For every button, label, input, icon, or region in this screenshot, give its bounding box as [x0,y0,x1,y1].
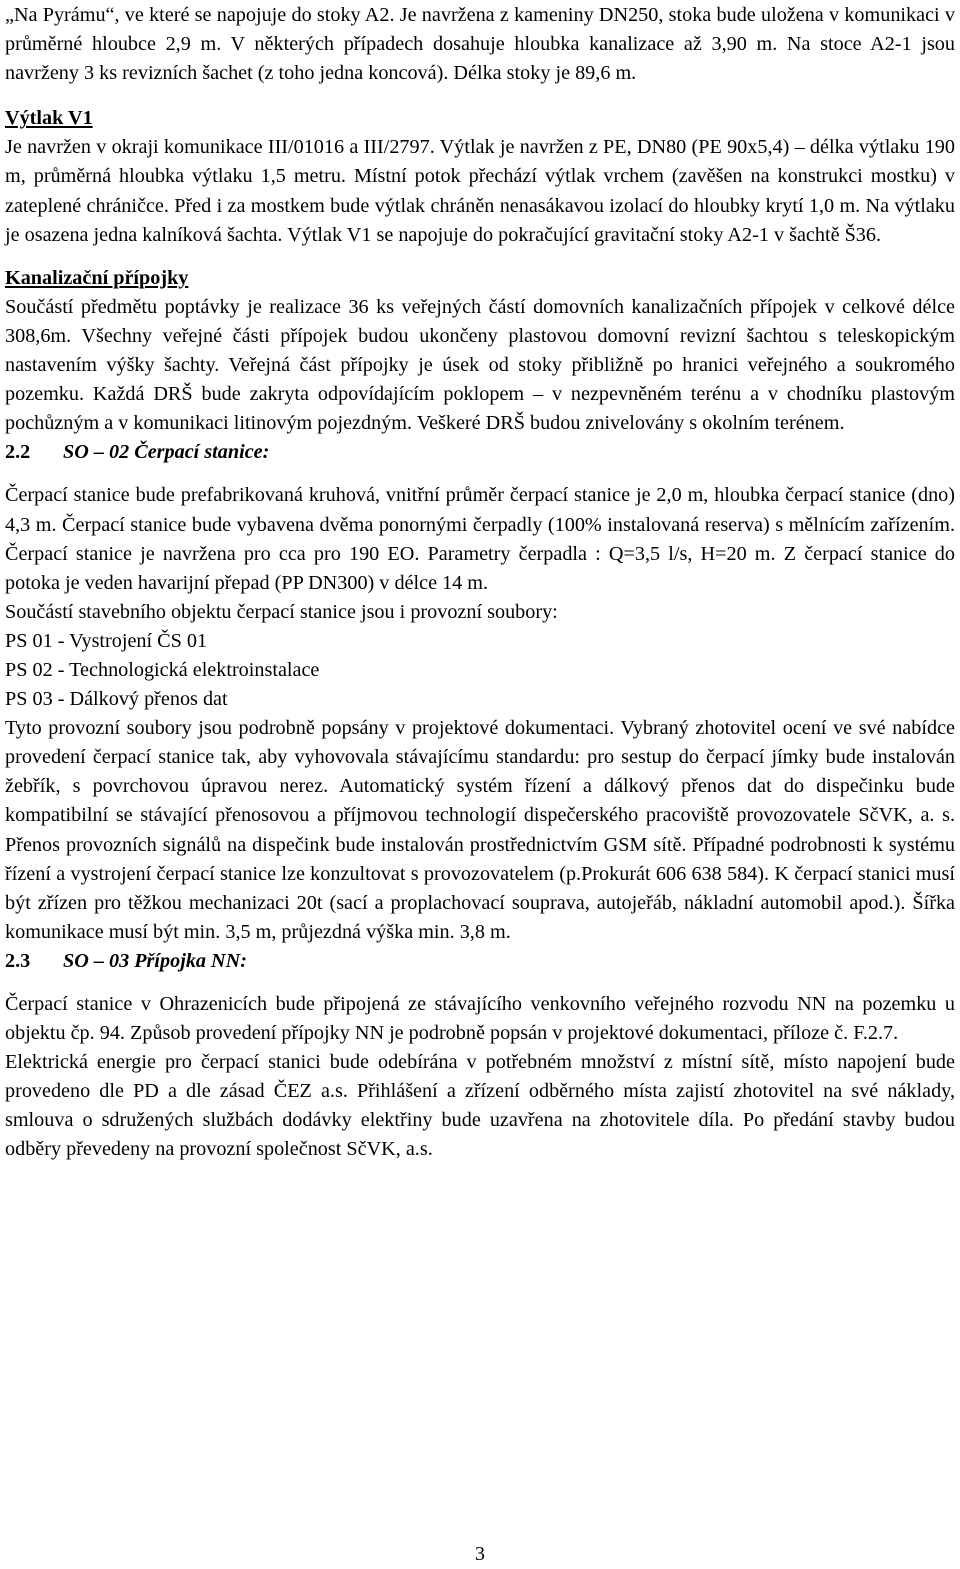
section-2-3-heading [5,947,955,976]
section-2-3-paragraph-2: Elektrická energie pro čerpací stanici bude odebírána v potřebném množství z místní sítě, místo napojení bude provedeno dle PD a dle zásad ČEZ a.s. Přihlášení a zřízení odběrného místa zajistí zhotovitel na své náklady, smlouva o sdružených službách dodávky elektřiny bude uzavřena na zhotovitele díla. Po předání stavby budou odběry převedeny na provozní společnost SčVK, a.s. [5,1051,955,1161]
document-page [5,0,955,1165]
list-item-ps03: PS 03 - Dálkový přenos dat [5,688,228,711]
vytlak-heading: Výtlak V1 [5,107,93,130]
section-2-2-title: SO – 02 Čerpací stanice: [63,441,270,464]
section-2-2-number: 2.2 [5,441,31,464]
list-item-ps01: PS 01 - Vystrojení ČS 01 [5,629,208,652]
section-2-2-paragraph-1: Čerpací stanice bude prefabrikovaná kruhová, vnitřní průměr čerpací stanice je 2,0 m, hloubka čerpací stanice (dno) 4,3 m. Čerpací stanice bude vybavena dvěma ponornými čerpadly (100% instalovaná reserva) s mělnícím zařízením. Čerpací stanice je navržena pro cca pro 190 EO. Parametry čerpadla : Q=3,5 l/s, H=20 m. Z čerpací stanice do potoka je veden havarijní přepad (PP DN300) v délce 14 m. [5,484,955,594]
page-number: 3 [475,1543,485,1565]
section-2-3-title: SO – 03 Přípojka NN: [63,949,247,972]
section-2-3-paragraph-1: Čerpací stanice v Ohrazenicích bude připojená ze stávajícího venkovního veřejného rozvodu NN na pozemku u objektu čp. 94. Způsob provedení přípojky NN je podrobně popsán v projektové dokumentaci, příloze č. F.2.7. [5,993,955,1045]
section-2-2-heading [5,438,955,467]
list-item-ps02: PS 02 - Technologická elektroinstalace [5,658,320,681]
section-2-3-number: 2.3 [5,949,31,972]
vytlak-paragraph: Je navržen v okraji komunikace III/01016 a III/2797. Výtlak je navržen z PE, DN80 (PE 90x5,4) – délka výtlaku 190 m, průměrná hloubka výtlaku 1,5 metru. Místní potok přechází výtlak vrchem (zavěšen na konstrukci mostku) v zateplené chráničce. Před i za mostkem bude výtlak chráněn nenasákavou izolací do hloubky krytí 1,0 m. Na výtlaku je osazena jedna kalníková šachta. Výtlak V1 se napojuje do pokračující gravitační stoky A2-1 v šachtě Š36. [5,136,955,246]
pripojky-paragraph: Součástí předmětu poptávky je realizace 36 ks veřejných částí domovních kanalizačních přípojek v celkové délce 308,6m. Všechny veřejné části přípojek budou ukončeny plastovou domovní revizní šachtou s teleskopickým nastavením výšky šachty. Veřejná část přípojky je úsek od stoky přibližně po hranici veřejného a soukromého pozemku. Každá DRŠ bude zakryta odpovídajícím poklopem – v nezpevněném terénu a v chodníku plastovým pochůzným a v komunikaci litinovým pojezdným. Veškeré DRŠ budou znivelovány s okolním terénem. [5,295,955,435]
pripojky-heading: Kanalizační přípojky [5,266,189,289]
section-2-2-intro-line: Součástí stavebního objektu čerpací stanice jsou i provozní soubory: [5,600,558,623]
intro-paragraph: „Na Pyrámu“, ve které se napojuje do stoky A2. Je navržena z kameniny DN250, stoka bude uložena v komunikaci v průměrné hloubce 2,9 m. V některých případech dosahuje hloubka kanalizace až 3,90 m. Na stoce A2-1 jsou navrženy 3 ks revizních šachet (z toho jedna koncová). Délka stoky je 89,6 m. [5,4,955,85]
section-2-2-paragraph-2: Tyto provozní soubory jsou podrobně popsány v projektové dokumentaci. Vybraný zhotovitel ocení ve své nabídce provedení čerpací stanice tak, aby vyhovovala stávajícímu standardu: pro sestup do čerpací jímky bude instalován žebřík, s povrchovou úpravou nerez. Automatický systém řízení a dálkový přenos dat do dispečinku bude kompatibilní se stávající přenosovou a příjmovou technologií dispečerského pracoviště provozovatele SčVK, a. s. Přenos provozních signálů na dispečink bude instalován prostřednictvím GSM sítě. Případné podrobnosti k systému řízení a vystrojení čerpací stanice lze konzultovat s provozovatelem (p.Prokurát 606 638 584). K čerpací stanici musí být zřízen pro těžkou mechanizaci 20t (sací a proplachovací souprava, autojeřáb, nákladní automobil apod.). Šířka komunikace musí být min. 3,5 m, průjezdná výška min. 3,8 m. [5,717,955,943]
